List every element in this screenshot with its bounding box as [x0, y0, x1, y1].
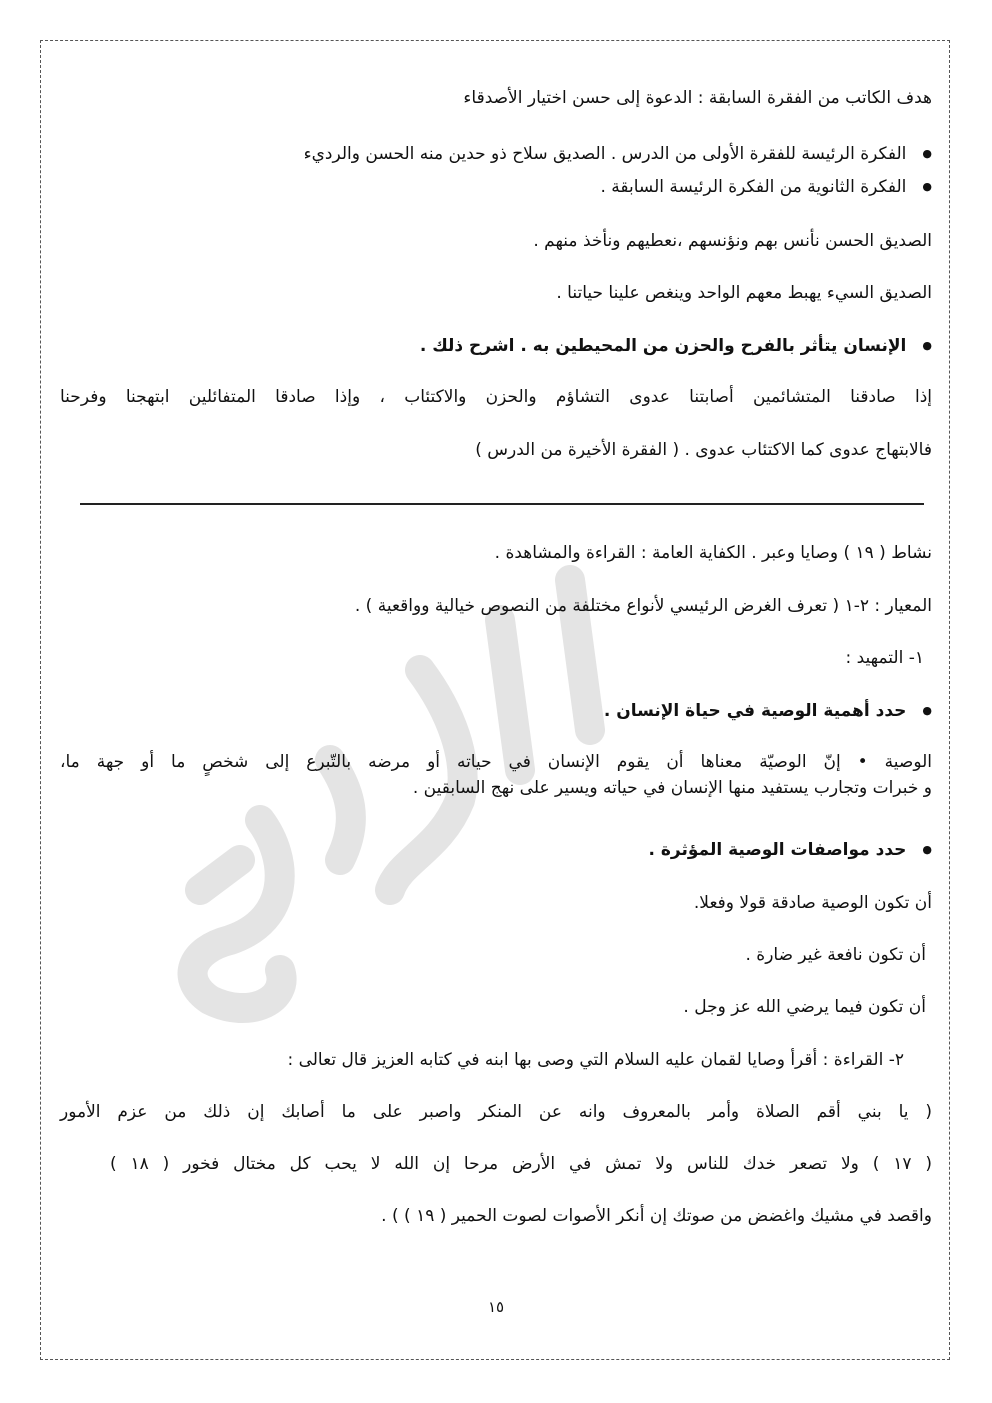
- secondary-idea-bullet: ● الفكرة الثانوية من الفكرة الرئيسة السابقة .: [60, 175, 932, 199]
- criteria-item-3: أن تكون فيما يرضي الله عز وجل .: [683, 997, 926, 1017]
- verse-line-2: ( ١٧ ) ولا تصعر خدك للناس ولا تمش في الأرض مرحا إن الله لا يحب كل مختال فخور ( ١٨ ): [110, 1154, 932, 1174]
- criteria-item-2: أن تكون نافعة غير ضارة .: [745, 945, 926, 965]
- verse-line-1: ( يا بني أقم الصلاة وأمر بالمعروف وانه عن المنكر واصبر على ما أصابك إن ذلك من عزم الأمور: [60, 1102, 932, 1122]
- question-criteria-bullet: ● حدد مواصفات الوصية المؤثرة .: [60, 838, 932, 862]
- activity-title: نشاط ( ١٩ ) وصايا وعبر . الكفاية العامة : القراءة والمشاهدة .: [494, 543, 932, 563]
- verse-line-3: واقصد في مشيك واغضض من صوتك إن أنكر الأصوات لصوت الحمير ( ١٩ ) ) .: [381, 1206, 932, 1226]
- writer-goal-line: هدف الكاتب من الفقرة السابقة : الدعوة إلى حسن اختيار الأصدقاء: [463, 88, 932, 108]
- question-importance-bullet: ● حدد أهمية الوصية في حياة الإنسان .: [60, 699, 932, 723]
- intro-heading: ١- التمهيد :: [845, 648, 924, 668]
- reading-heading: ٢- القراءة : أقرأ وصايا لقمان عليه السلام التي وصى بها ابنه في كتابه العزيز قال تعالى :: [287, 1050, 904, 1070]
- answer-line-1: إذا صادقنا المتشائمين أصابتنا عدوى التشاؤم والحزن والاكتئاب ، وإذا صادقا المتفائلين ابتهجنا وفرحنا: [60, 387, 932, 407]
- question-influence-bullet: ● الإنسان يتأثر بالفرح والحزن من المحيطين به . اشرح ذلك .: [60, 334, 932, 358]
- section-divider: [80, 503, 924, 505]
- definition-line-2: و خبرات وتجارب يستفيد منها الإنسان في حياته ويسير على نهج السابقين .: [412, 778, 932, 798]
- main-idea-bullet: ● الفكرة الرئيسة للفقرة الأولى من الدرس . الصديق سلاح ذو حدين منه الحسن والرديء: [60, 142, 932, 166]
- standard-line: المعيار : ٢-١ ( تعرف الغرض الرئيسي لأنواع مختلفة من النصوص خيالية وواقعية ) .: [354, 596, 932, 616]
- page-number: ١٥: [487, 1298, 505, 1316]
- criteria-item-1: أن تكون الوصية صادقة قولا وفعلا.: [693, 893, 932, 913]
- good-friend-line: الصديق الحسن نأنس بهم ونؤنسهم ،نعطيهم ونأخذ منهم .: [533, 231, 932, 251]
- answer-line-2: فالابتهاج عدوى كما الاكتئاب عدوى . ( الفقرة الأخيرة من الدرس ): [475, 440, 932, 460]
- bad-friend-line: الصديق السيء يهبط معهم الواحد وينغص علينا حياتنا .: [556, 283, 932, 303]
- definition-line-1: الوصية • إنّ الوصيّة معناها أن يقوم الإنسان في حياته أو مرضه بالتّبرع إلى شخصٍ ما أو جهة ما،: [60, 752, 932, 772]
